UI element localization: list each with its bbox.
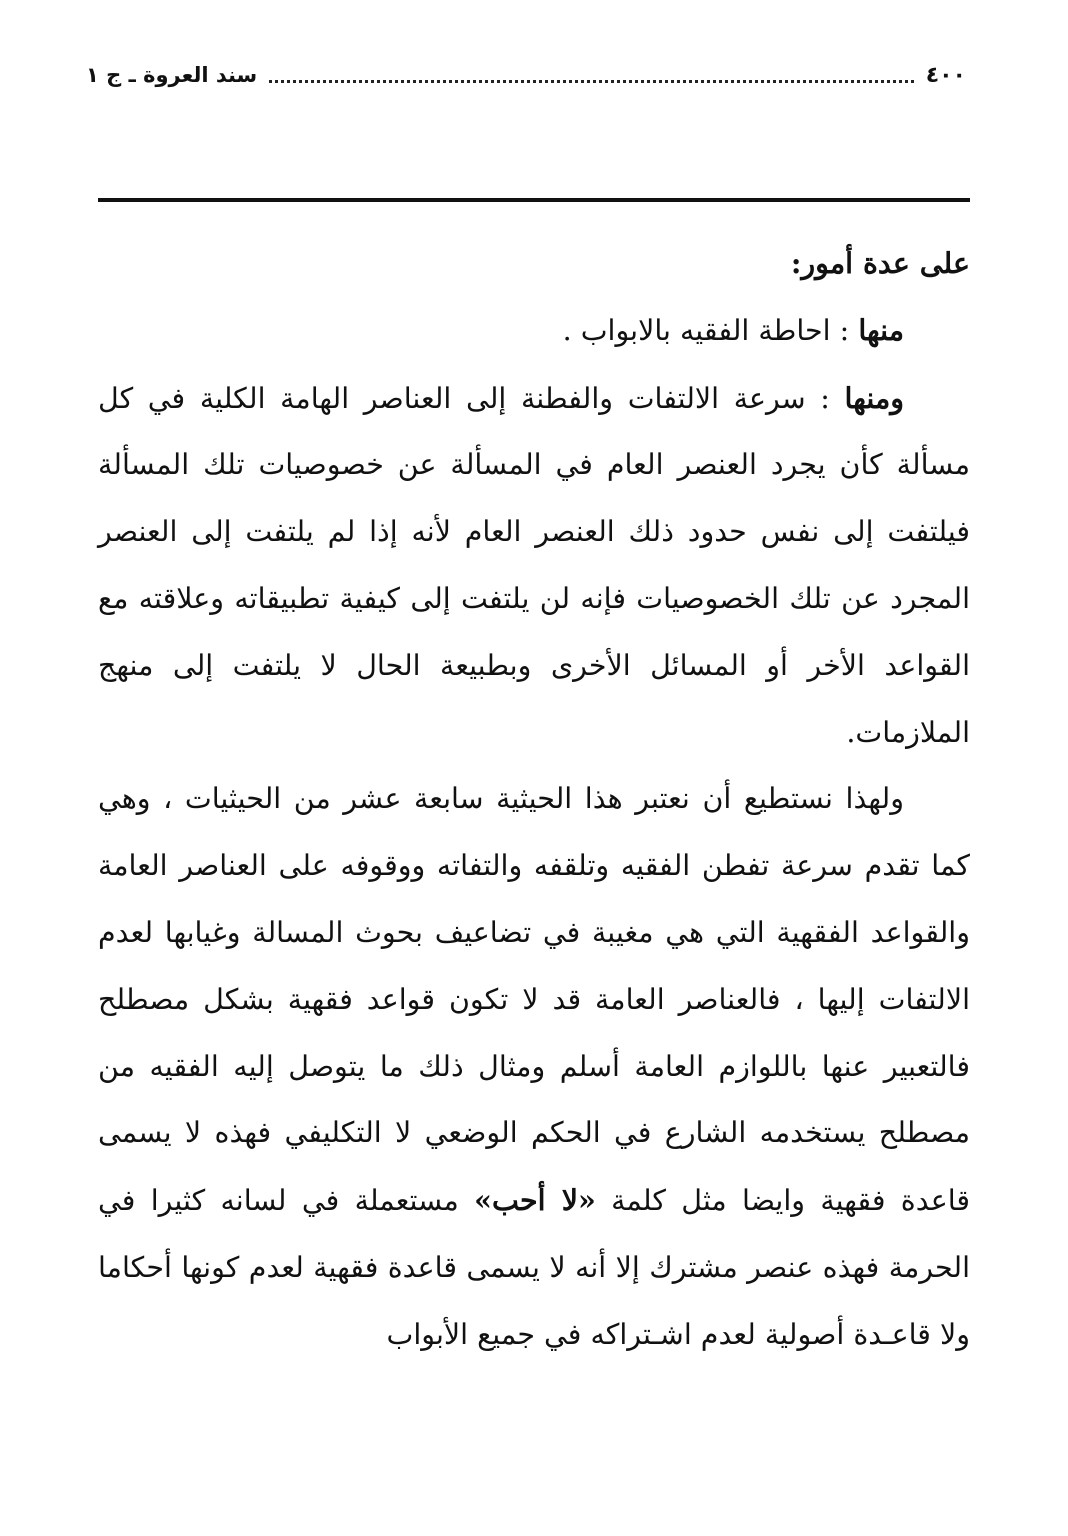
item-label: منها xyxy=(858,312,904,347)
running-title: سند العروة ـ ج ١ xyxy=(86,63,258,87)
header-rule xyxy=(98,198,970,202)
dotted-leader xyxy=(269,80,914,83)
paragraph-discussion xyxy=(98,766,970,1368)
page-number: ٤٠٠ xyxy=(925,62,966,88)
quoted-phrase: «لا أحب» xyxy=(474,1183,596,1218)
paragraph-first-item xyxy=(98,297,970,365)
page-header xyxy=(86,58,966,92)
paragraph-text: ولهذا نستطيع أن نعتبر هذا الحيثية سابعة عشر من الحيثيات ، وهي كما تقدم سرعة تفطن الفقيه وتلقفه والتفاته ووقوفه على العناصر العامة والقواعد الفقهية التي هي مغيبة في تضاعيف بحوث المسالة وغيابها لعدم الالتفات إليها ، فالعناصر العامة قد لا تكون قواعد فقهية بشكل مصطلح فالتعبير عنها باللوازم العامة أسلم ومثال ذلك ما يتوصل إليه الفقيه من مصطلح يستخدمه الشارع في الحكم الوضعي لا التكليفي فهذه لا يسمى قاعدة فقهية وايضا مثل كلمة xyxy=(98,782,971,1218)
paragraph-intro: على عدة أمور: xyxy=(790,246,970,280)
paragraph-second-item xyxy=(98,365,970,767)
item-label: ومنها xyxy=(844,380,904,415)
item-text: : احاطة الفقيه بالابواب . xyxy=(562,313,859,347)
body-text xyxy=(98,230,970,1369)
item-text: : سرعة الالتفات والفطنة إلى العناصر الهامة الكلية في كل مسألة كأن يجرد العنصر العام في المسألة عن خصوصيات تلك المسألة فيلتفت إلى نفس حدود ذلك العنصر العام لأنه إذا لم يلتفت إلى العنصر المجرد عن تلك الخصوصيات فإنه لن يلتفت إلى كيفية تطبيقاته وعلاقته مع القواعد الأخر أو المسائل الأخرى وبطبيعة الحال لا يلتفت إلى منهج الملازمات. xyxy=(98,381,970,749)
paragraph-text: مستعملة في لسانه كثيرا في الحرمة فهذه عنصر مشترك إلا أنه لا يسمى قاعدة فقهية لعدم كونها أحكاما ولا قاعـدة أصولية لعدم اشـتراكه في جميع الأبواب xyxy=(98,1184,970,1351)
